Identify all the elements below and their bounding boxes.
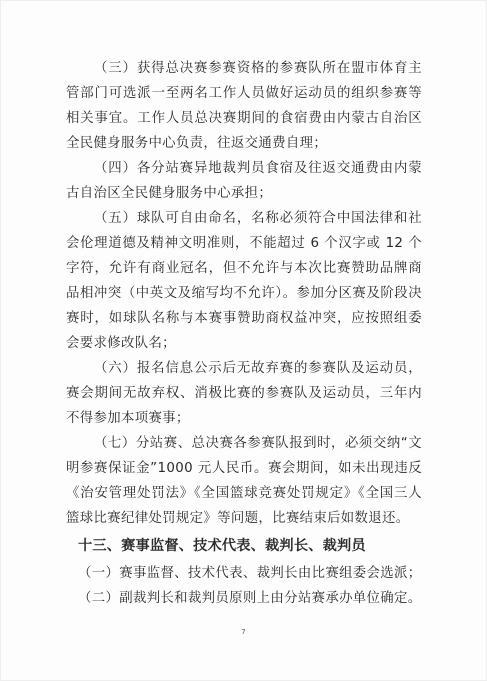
- paragraph-5: （五）球队可自由命名，名称必须符合中国法律和社会伦理道德及精神文明准则，不能超过 6 个汉字或 12 个字符，允许有商业冠名，但不允许与本次比赛赞助品牌商品相冲突（中英文及缩写均不允许）。参加分区赛及阶段决赛时，如球队名称与本赛事赞助商权益冲突，应按照组委会要求修改队名；: [66, 211, 422, 351]
- section-item-1: （一）赛事监督、技术代表、裁判长由比赛组委会选派；: [78, 566, 422, 581]
- paragraph-7: （七）分站赛、总决赛各参赛队报到时，必须交纳“文明参赛保证金”1000 元人民币。赛会期间，如未出现违反《治安管理处罚法》《全国篮球竞赛处罚规定》《全国三人篮球比赛纪律处罚规定》等问题，比赛结束后如数退还。: [66, 436, 422, 526]
- paragraph-6: （六）报名信息公示后无故弃赛的参赛队及运动员，赛会期间无故弃权、消极比赛的参赛队及运动员，三年内不得参加本项赛事；: [66, 361, 422, 426]
- page-number: 7: [241, 628, 246, 636]
- paragraph-3: （三）获得总决赛参赛资格的参赛队所在盟市体育主管部门可选派一至两名工作人员做好运动员的组织参赛等相关事宜。工作人员总决赛期间的食宿费由内蒙古自治区全民健身服务中心负责，往返交通费自理；: [66, 61, 422, 151]
- document-body: [66, 56, 422, 611]
- section-heading: 十三、赛事监督、技术代表、裁判长、裁判员: [78, 538, 366, 554]
- section-item-2: （二）副裁判长和裁判员原则上由分站赛承办单位确定。: [78, 591, 422, 606]
- paragraph-4: （四）各分站赛异地裁判员食宿及往返交通费由内蒙古自治区全民健身服务中心承担；: [66, 161, 422, 201]
